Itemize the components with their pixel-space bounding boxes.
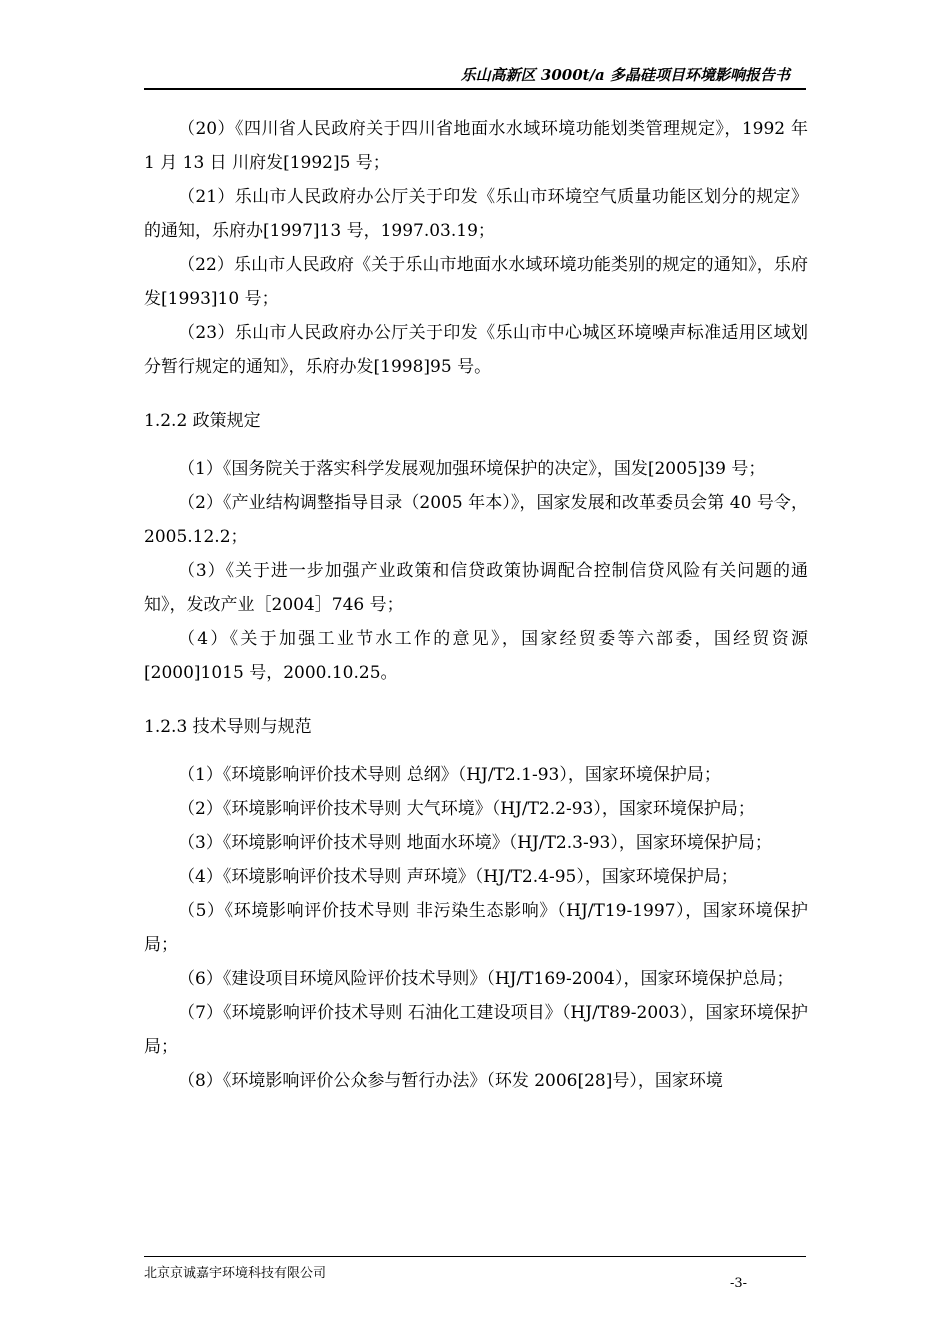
guideline-item-3: （3）《环境影响评价技术导则 地面水环境》（HJ/T2.3-93），国家环境保护局；	[178, 833, 772, 853]
footer-company: 北京京诚嘉宇环境科技有限公司	[144, 1266, 327, 1281]
page-number: -3-	[730, 1276, 748, 1291]
policy-item-2: （2）《产业结构调整指导目录（2005 年本）》，国家发展和改革委员会第 40 号令，2005.12.2；	[144, 493, 808, 547]
guideline-item-2: （2）《环境影响评价技术导则 大气环境》（HJ/T2.2-93），国家环境保护局；	[178, 799, 755, 819]
guideline-item-6: （6）《建设项目环境风险评价技术导则》（HJ/T169-2004），国家环境保护总局；	[178, 969, 794, 989]
guideline-item-8: （8）《环境影响评价公众参与暂行办法》（环发 2006[28]号），国家环境	[178, 1071, 723, 1091]
guideline-item-5: （5）《环境影响评价技术导则 非污染生态影响》（HJ/T19-1997），国家环境保护局；	[144, 901, 808, 955]
regulation-item-21: （21）乐山市人民政府办公厅关于印发《乐山市环境空气质量功能区划分的规定》的通知，乐府办[1997]13 号，1997.03.19；	[144, 187, 808, 241]
section-heading-guidelines: 1.2.3 技术导则与规范	[144, 717, 312, 737]
policy-item-4: （4）《关于加强工业节水工作的意见》，国家经贸委等六部委，国经贸资源[2000]1015 号，2000.10.25。	[144, 629, 808, 683]
guideline-item-7: （7）《环境影响评价技术导则 石油化工建设项目》（HJ/T89-2003），国家环境保护局；	[144, 1003, 808, 1057]
guideline-item-1: （1）《环境影响评价技术导则 总纲》（HJ/T2.1-93），国家环境保护局；	[178, 765, 721, 785]
section-heading-policy: 1.2.2 政策规定	[144, 411, 261, 431]
document-body	[144, 112, 808, 1098]
guideline-item-4: （4）《环境影响评价技术导则 声环境》（HJ/T2.4-95），国家环境保护局；	[178, 867, 738, 887]
footer-rule	[144, 1256, 806, 1257]
regulation-item-20: （20）《四川省人民政府关于四川省地面水水域环境功能划类管理规定》，1992 年 1 月 13 日 川府发[1992]5 号；	[144, 119, 808, 173]
policy-item-1: （1）《国务院关于落实科学发展观加强环境保护的决定》，国发[2005]39 号；	[178, 459, 766, 479]
header-rule	[144, 88, 806, 90]
regulation-item-23: （23）乐山市人民政府办公厅关于印发《乐山市中心城区环境噪声标准适用区域划分暂行规定的通知》，乐府办发[1998]95 号。	[144, 323, 808, 377]
header-title: 乐山高新区 3000t/a 多晶硅项目环境影响报告书	[460, 66, 790, 84]
regulation-item-22: （22）乐山市人民政府《关于乐山市地面水水域环境功能类别的规定的通知》，乐府发[1993]10 号；	[144, 255, 808, 309]
policy-item-3: （3）《关于进一步加强产业政策和信贷政策协调配合控制信贷风险有关问题的通知》，发改产业［2004］746 号；	[144, 561, 808, 615]
